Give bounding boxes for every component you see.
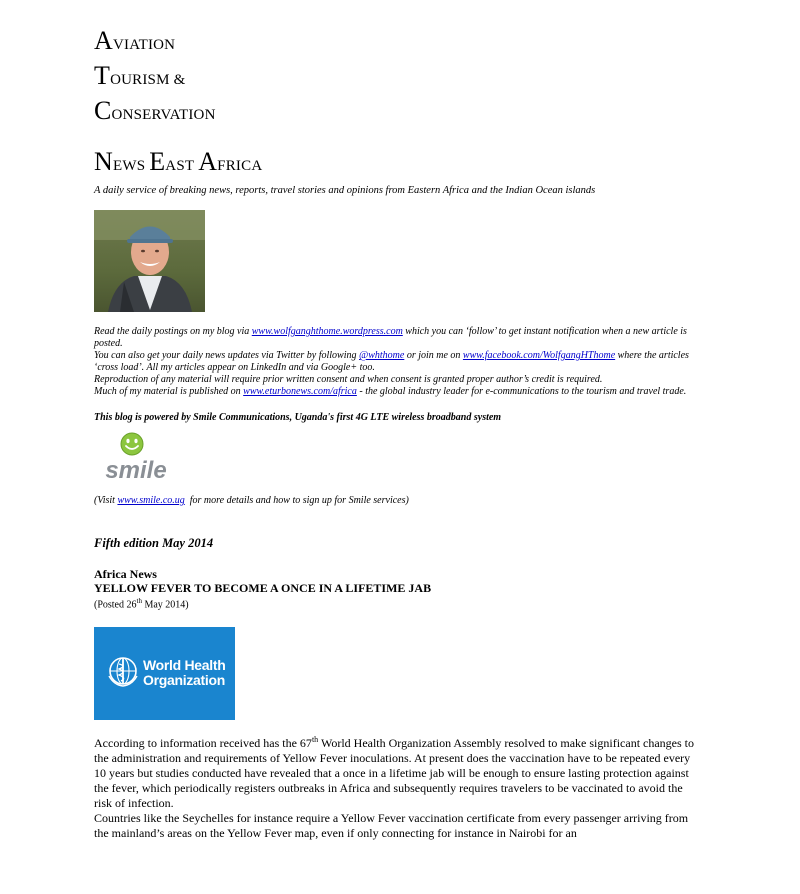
eturbonews-link[interactable]: www.eturbonews.com/africa [243,386,357,397]
twitter-link[interactable]: @whthome [359,350,405,361]
facebook-link[interactable]: www.facebook.com/WolfgangHThome [462,350,616,361]
author-photo [94,210,205,312]
intro-twitter-paragraph: You can also get your daily news updates via Twitter by following @whthome or join me on www.facebook.com/WolfgangHThome where the articles ‘cross load’. All my articles appear on LinkedIn and via Google+ too. [94,350,689,373]
intro-publishing-paragraph: Much of my material is published on www.eturbonews.com/africa - the global industry leader for e-communications to the tourism and travel trade. [94,386,687,397]
blog-link[interactable]: www.wolfganghthome.wordpress.com [251,326,403,337]
intro-reproduction-paragraph: Reproduction of any material will require prior written consent and when consent is granted proper author’s credit is required. [94,374,603,385]
posted-date: (Posted 26th May 2014) [94,597,189,611]
masthead-line-tourism: TOURISM & [94,61,186,90]
smile-logo-wordmark: smile [105,457,167,484]
tagline: A daily service of breaking news, reports, travel stories and opinions from Eastern Africa and the Indian Ocean islands [94,185,596,196]
article-paragraph-2: Countries like the Seychelles for instance require a Yellow Fever vaccination certificate from every passenger arriving from the mainland’s areas on the Yellow Fever map, even if only connecting for instance in Nairobi for an [94,810,689,840]
section-heading: Africa News [94,567,157,581]
masthead [94,28,704,175]
masthead-line-news-east-africa: NEWS EAST AFRICA [94,147,263,176]
masthead-line-aviation: AVIATION [94,26,176,55]
edition-heading: Fifth edition May 2014 [94,536,214,550]
masthead-line-conservation: CONSERVATION [94,96,216,125]
document-page [94,28,704,841]
article-body [94,736,700,840]
article-headline: YELLOW FEVER TO BECOME A ONCE IN A LIFETIME JAB [94,581,432,595]
smile-logo [96,431,176,487]
smile-link[interactable]: www.smile.co.ug [117,495,185,506]
visit-smile-note: (Visit www.smile.co.ug for more details and how to sign up for Smile services) [94,495,409,506]
intro-block [94,326,704,398]
who-wordmark: World Health Organization [143,657,226,689]
powered-by-statement: This blog is powered by Smile Communications, Uganda's first 4G LTE wireless broadband system [94,412,502,423]
intro-blog-paragraph: Read the daily postings on my blog via www.wolfganghthome.wordpress.com which you can ‘follow’ to get instant notification when a new article is posted. [94,326,687,349]
who-emblem-icon [106,654,140,688]
who-logo [94,627,235,720]
article-paragraph-1: According to information received has the 67th World Health Organization Assembly resolved to make significant changes to the administration and requirements of Yellow Fever inoculations. At present does the vaccination have to be repeated every 10 years but studies conducted have revealed that a once in a lifetime jab will be enough to ensure lasting protection against the fever, which periodically registers outbreaks in Africa and subsequently requires travelers to be vaccinated to avoid the risk of infection. [94,735,695,810]
